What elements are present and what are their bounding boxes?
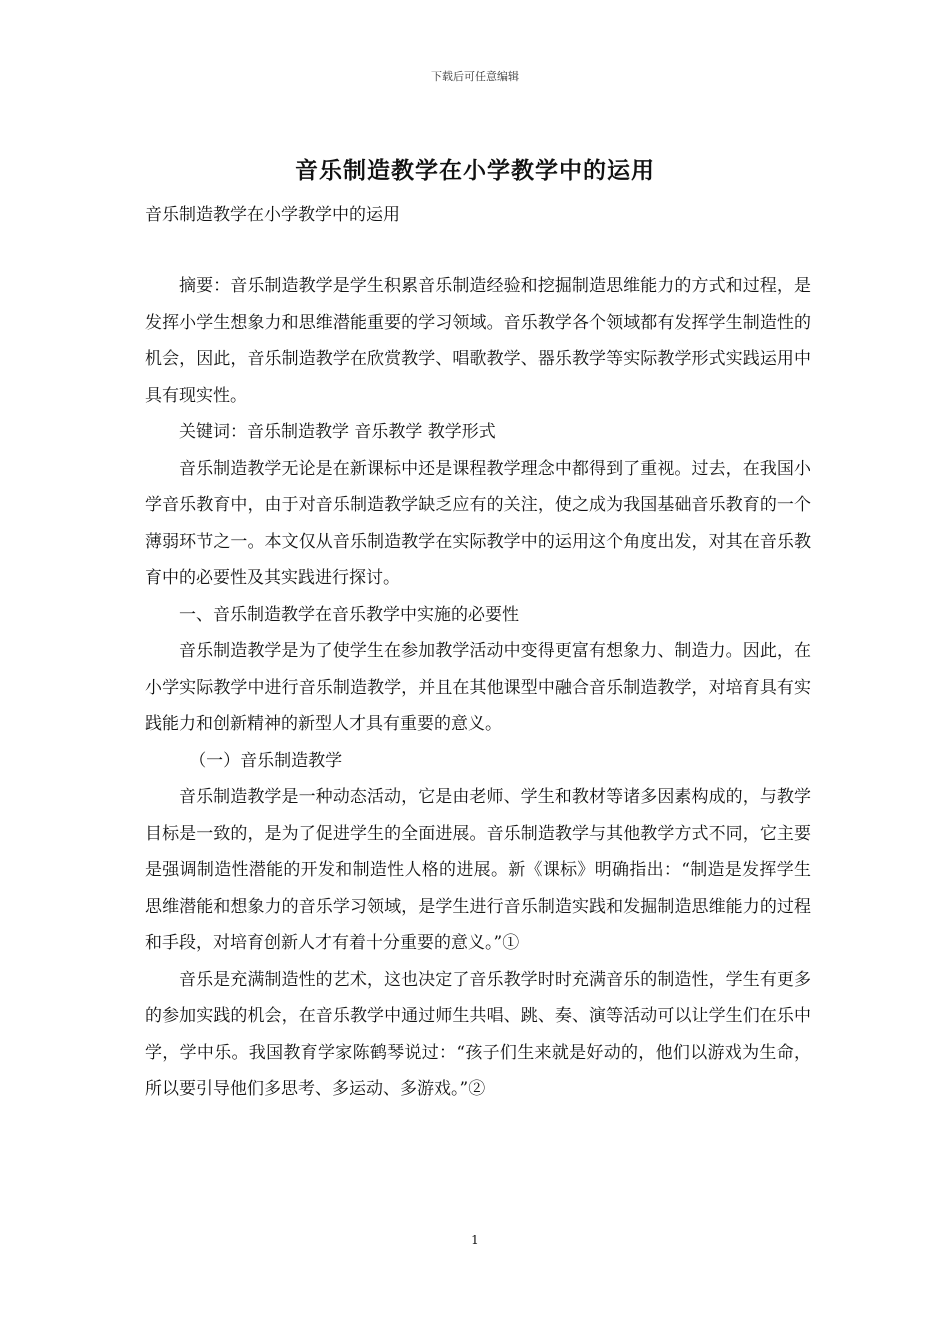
section-heading: 一、音乐制造教学在音乐教学中实施的必要性 [179,604,519,625]
page-number: 1 [471,1233,479,1247]
abstract-paragraph: 摘要：音乐制造教学是学生积累音乐制造经验和挖掘制造思维能力的方式和过程，是发挥小学生想象力和思维潜能重要的学习领域。音乐教学各个领域都有发挥学生制造性的机会，因此，音乐制造教学在欣赏教学、唱歌教学、器乐教学等实际教学形式实践运用中具有现实性。 [145,276,811,406]
document-title: 音乐制造教学在小学教学中的运用 [295,157,655,184]
subsection-heading: （一）音乐制造教学 [189,750,343,771]
header-note: 下载后可任意编辑 [431,70,519,83]
document-subtitle: 音乐制造教学在小学教学中的运用 [145,205,400,225]
keywords-paragraph: 关键词：音乐制造教学 音乐教学 教学形式 [179,422,496,442]
body-paragraph: 音乐制造教学是一种动态活动，它是由老师、学生和教材等诸多因素构成的，与教学目标是一致的，是为了促进学生的全面进展。音乐制造教学与其他教学方式不同，它主要是强调制造性潜能的开发和制造性人格的进展。新《课标》明确指出：“制造是发挥学生思维潜能和想象力的音乐学习领域，是学生进行音乐制造实践和发掘制造思维能力的过程和手段，对培育创新人才有着十分重要的意义。”① [145,787,811,953]
body-paragraph: 音乐制造教学是为了使学生在参加教学活动中变得更富有想象力、制造力。因此，在小学实际教学中进行音乐制造教学，并且在其他课型中融合音乐制造教学，对培育具有实践能力和创新精神的新型人才具有重要的意义。 [145,641,811,734]
intro-paragraph: 音乐制造教学无论是在新课标中还是课程教学理念中都得到了重视。过去，在我国小学音乐教育中，由于对音乐制造教学缺乏应有的关注，使之成为我国基础音乐教育的一个薄弱环节之一。本文仅从音乐制造教学在实际教学中的运用这个角度出发，对其在音乐教育中的必要性及其实践进行探讨。 [145,458,811,588]
body-paragraph: 音乐是充满制造性的艺术，这也决定了音乐教学时时充满音乐的制造性，学生有更多的参加实践的机会，在音乐教学中通过师生共唱、跳、奏、演等活动可以让学生们在乐中学，学中乐。我国教育学家陈鹤琴说过：“孩子们生来就是好动的，他们以游戏为生命，所以要引导他们多思考、多运动、多游戏。”② [145,969,811,1099]
document-body [145,268,811,1108]
